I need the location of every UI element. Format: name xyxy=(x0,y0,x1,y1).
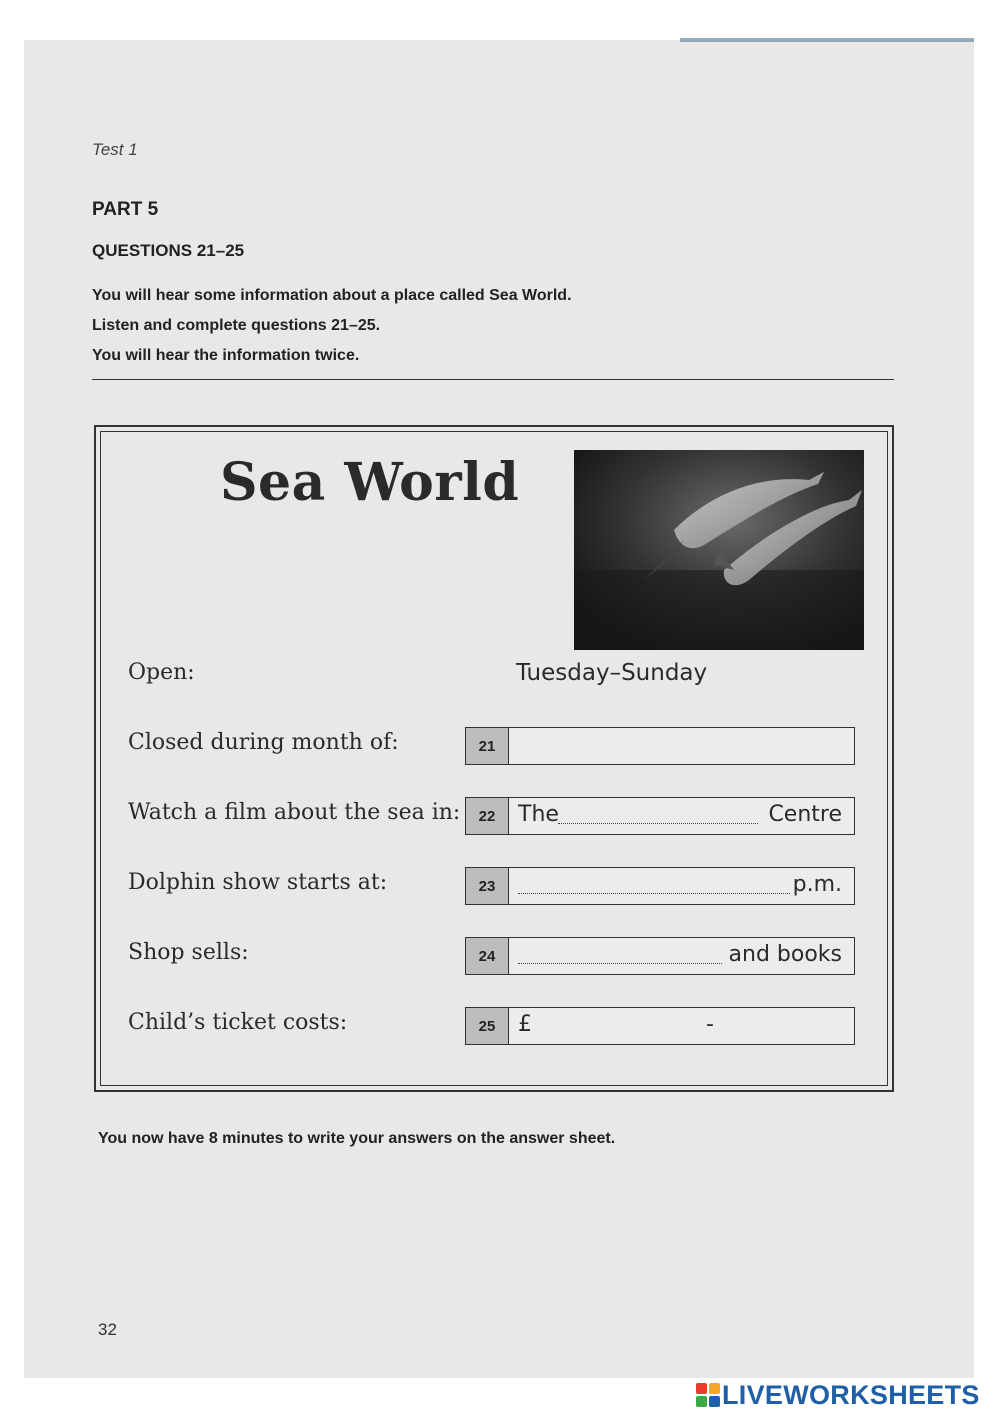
answer-25-prefix: £ xyxy=(518,1012,532,1037)
answer-24-dotted-line xyxy=(518,963,722,964)
open-label: Open: xyxy=(128,660,195,685)
divider xyxy=(92,379,894,380)
row-24-label: Shop sells: xyxy=(128,940,249,965)
instruction-line-1: You will hear some information about a place called Sea World. xyxy=(92,287,572,304)
row-23-label: Dolphin show starts at: xyxy=(128,870,388,895)
logo-square-green xyxy=(696,1396,707,1407)
liveworksheets-logo-icon xyxy=(696,1383,720,1407)
questions-range: QUESTIONS 21–25 xyxy=(92,241,245,260)
question-number-24: 24 xyxy=(466,938,509,974)
row-25-label: Child’s ticket costs: xyxy=(128,1010,348,1035)
footer-instruction: You now have 8 minutes to write your answers on the answer sheet. xyxy=(98,1130,616,1147)
part-title: PART 5 xyxy=(92,199,159,220)
answer-22-prefix: The xyxy=(518,802,559,827)
answer-23-dotted-line xyxy=(518,893,790,894)
answer-23-suffix: p.m. xyxy=(792,872,842,897)
logo-square-blue xyxy=(709,1396,720,1407)
watermark-text: LIVEWORKSHEETS xyxy=(722,1379,980,1410)
answer-field-23[interactable] xyxy=(465,867,855,905)
instruction-line-3: You will hear the information twice. xyxy=(92,347,360,364)
test-label: Test 1 xyxy=(92,140,138,159)
logo-square-orange xyxy=(709,1383,720,1394)
row-21-label: Closed during month of: xyxy=(128,730,399,755)
dolphin-image xyxy=(574,450,864,650)
answer-22-dotted-line xyxy=(558,823,758,824)
form-title: Sea World xyxy=(220,452,520,513)
answer-field-21[interactable] xyxy=(465,727,855,765)
page-number: 32 xyxy=(98,1320,117,1339)
instruction-line-2: Listen and complete questions 21–25. xyxy=(92,317,381,334)
question-number-21: 21 xyxy=(466,728,509,764)
open-value: Tuesday–Sunday xyxy=(516,660,708,686)
logo-square-red xyxy=(696,1383,707,1394)
dolphin-photo xyxy=(574,450,864,650)
row-22-label: Watch a film about the sea in: xyxy=(128,800,461,825)
answer-field-22[interactable] xyxy=(465,797,855,835)
page-edge-strip xyxy=(680,38,974,42)
answer-25-suffix: - xyxy=(706,1012,714,1037)
question-number-23: 23 xyxy=(466,868,509,904)
question-number-25: 25 xyxy=(466,1008,509,1044)
answer-field-25[interactable] xyxy=(465,1007,855,1045)
answer-24-suffix: and books xyxy=(728,942,842,967)
answer-field-24[interactable] xyxy=(465,937,855,975)
question-number-22: 22 xyxy=(466,798,509,834)
liveworksheets-watermark xyxy=(696,1380,980,1410)
answer-22-suffix: Centre xyxy=(768,802,842,827)
